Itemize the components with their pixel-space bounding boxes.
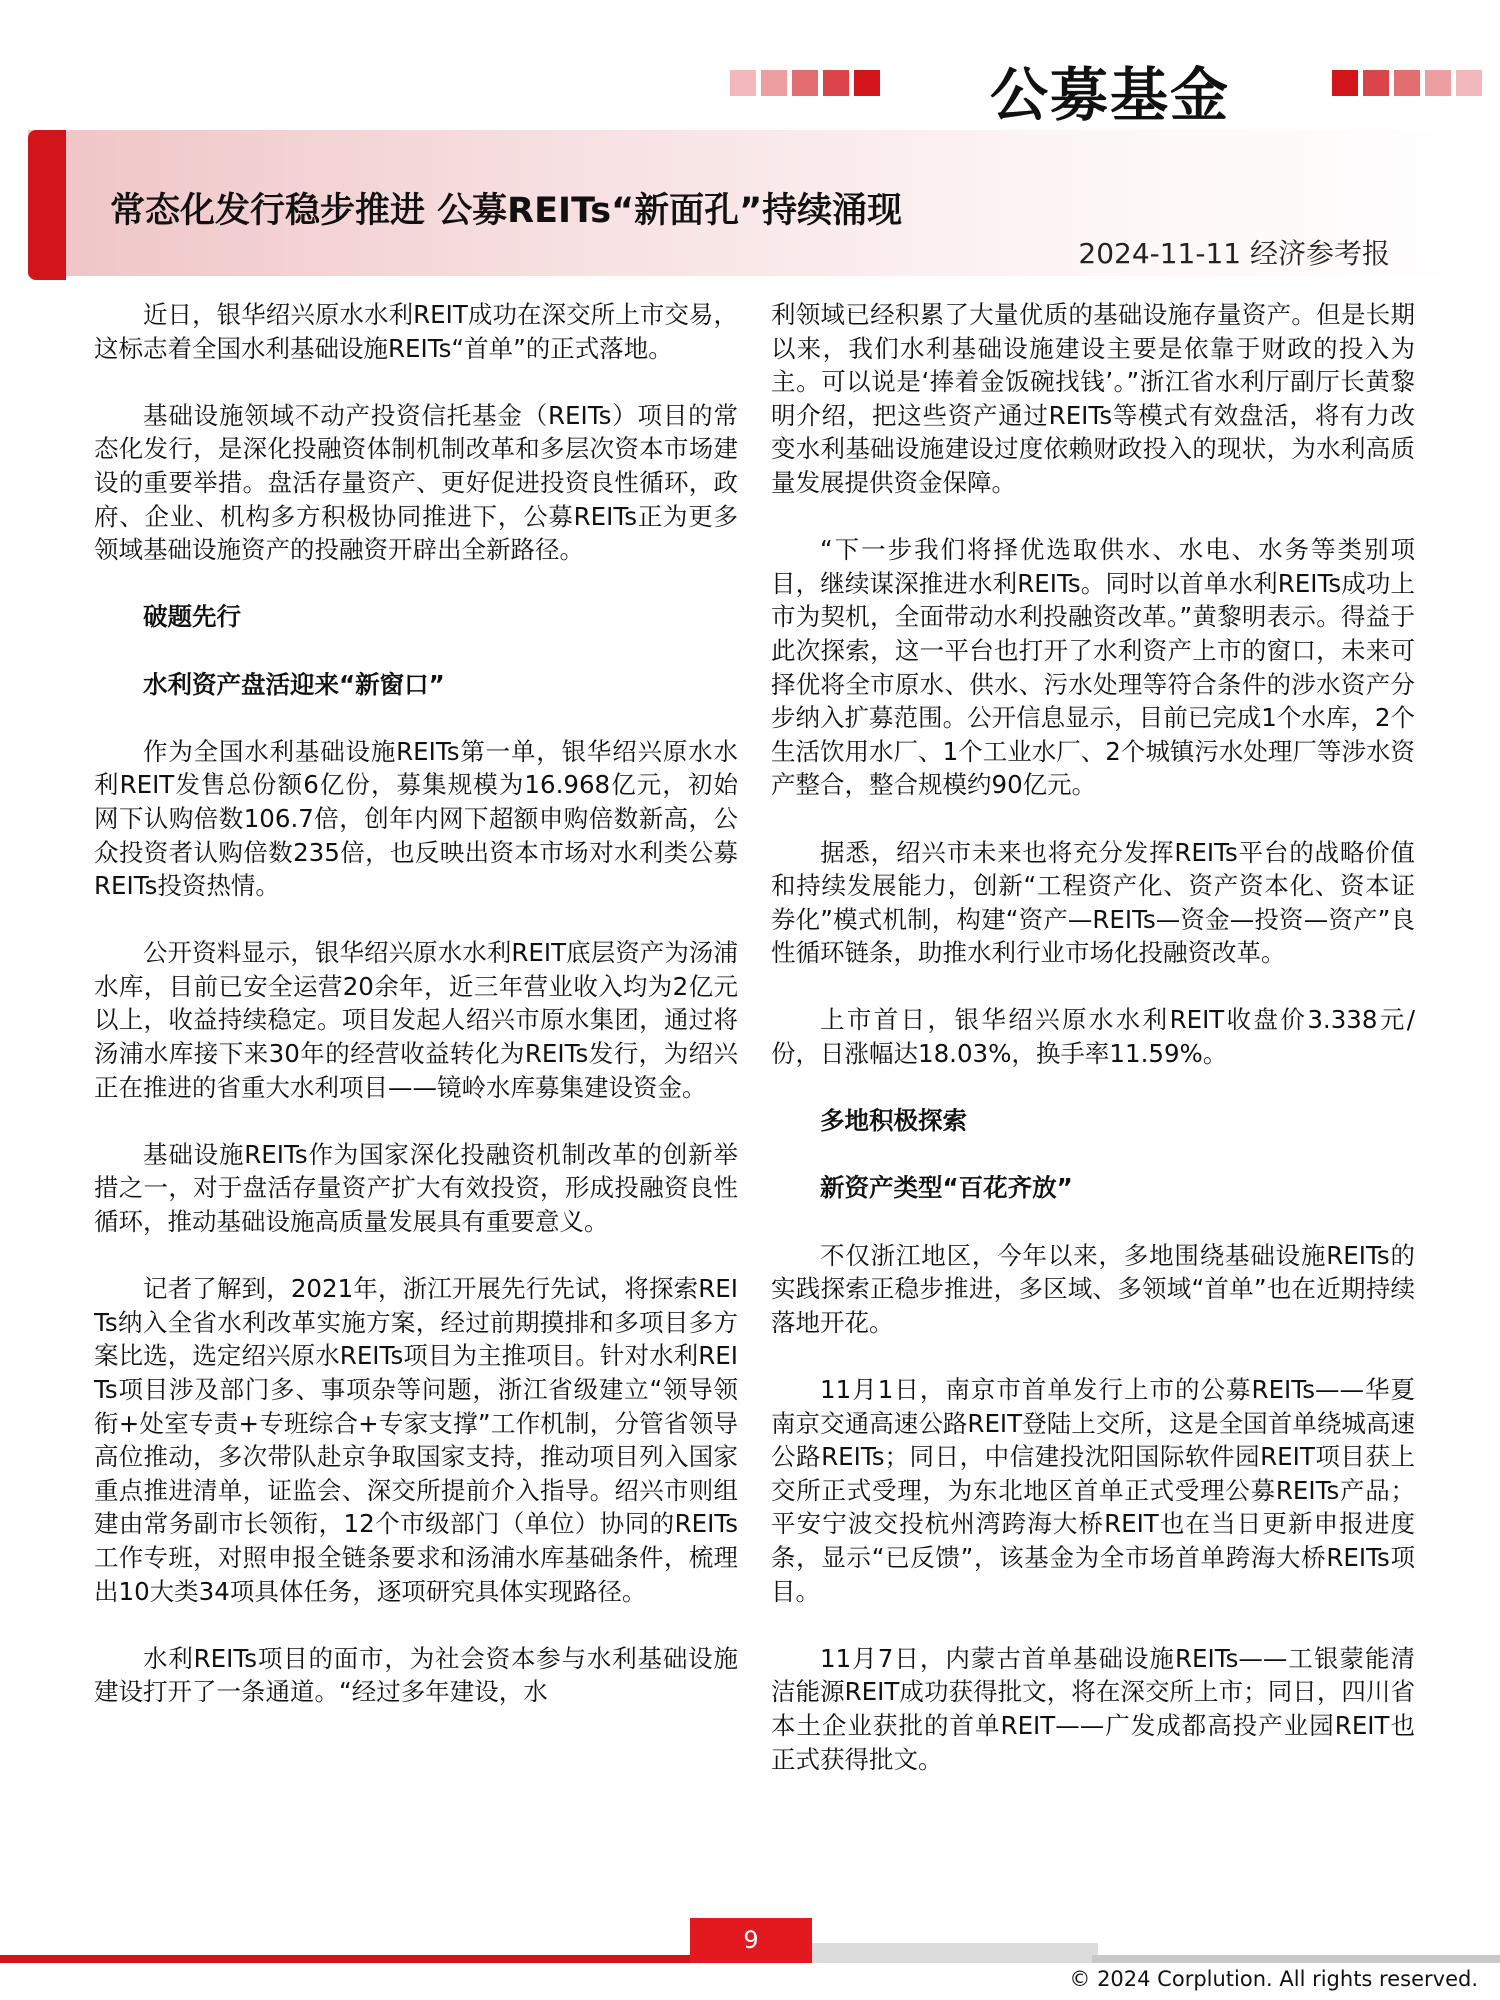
- paragraph: 11月7日，内蒙古首单基础设施REITs——工银蒙能清洁能源REIT成功获得批文，将在深交所上市；同日，四川省本土企业获批的首单REIT——广发成都高投产业园REIT也正式获得批文。: [771, 1643, 1415, 1774]
- paragraph: 基础设施REITs作为国家深化投融资机制改革的创新举措之一，对于盘活存量资产扩大有效投资，形成投融资良性循环，推动基础设施高质量发展具有重要意义。: [94, 1139, 738, 1237]
- paragraph: 上市首日，银华绍兴原水水利REIT收盘价3.338元/份，日涨幅达18.03%，换手率11.59%。: [771, 1005, 1415, 1069]
- paragraph: 近日，银华绍兴原水水利REIT成功在深交所上市交易，这标志着全国水利基础设施REITs“首单”的正式落地。: [94, 300, 738, 363]
- subheading: 破题先行: [143, 602, 241, 632]
- paragraph: 水利REITs项目的面市，为社会资本参与水利基础设施建设打开了一条通道。“经过多年建设，水: [94, 1643, 738, 1707]
- page-number: 9: [690, 1918, 812, 1963]
- decor-square: [823, 70, 849, 96]
- decor-square: [792, 70, 818, 96]
- decor-square: [730, 70, 756, 96]
- right-column: [771, 298, 1415, 1810]
- paragraph: 作为全国水利基础设施REITs第一单，银华绍兴原水水利REIT发售总份额6亿份，募集规模为16.968亿元，初始网下认购倍数106.7倍，创年内网下超额申购倍数新高，公众投资者认购倍数235倍，也反映出资本市场对水利类公募REITs投资热情。: [94, 736, 738, 901]
- paragraph: 据悉，绍兴市未来也将充分发挥REITs平台的战略价值和持续发展能力，创新“工程资产化、资产资本化、资本证券化”模式机制，构建“资产—REITs—资金—投资—资产”良性循环链条，助推水利行业市场化投融资改革。: [771, 837, 1415, 968]
- decor-square: [1363, 70, 1389, 96]
- header-decoration-right: [1332, 70, 1482, 96]
- paragraph: 公开资料显示，银华绍兴原水水利REIT底层资产为汤浦水库，目前已安全运营20余年，近三年营业收入均为2亿元以上，收益持续稳定。项目发起人绍兴市原水集团，通过将汤浦水库接下来30年的经营收益转化为REITs发行，为绍兴正在推进的省重大水利项目——镜岭水库募集建设资金。: [94, 938, 738, 1102]
- title-banner-accent: [28, 130, 66, 280]
- section-title: 公募基金: [990, 61, 1231, 129]
- footer-rule-grey-block: [810, 1943, 1098, 1963]
- paragraph: “下一步我们将择优选取供水、水电、水务等类别项目，继续谋深推进水利REITs。同时以首单水利REITs成功上市为契机，全面带动水利投融资改革。”黄黎明表示。得益于此次探索，这一平台也打开了水利资产上市的窗口，未来可择优将全市原水、供水、污水处理等符合条件的涉水资产分步纳入扩募范围。公开信息显示，目前已完成1个水库，2个生活饮用水厂、1个工业水厂、2个城镇污水处理厂等涉水资产整合，整合规模约90亿元。: [771, 535, 1415, 800]
- article-date-source: 2024-11-11 经济参考报: [1078, 237, 1390, 270]
- footer-rule-red: [0, 1955, 690, 1963]
- subheading: 新资产类型“百花齐放”: [820, 1173, 1073, 1203]
- copyright-notice: © 2024 Corplution. All rights reserved.: [1069, 1967, 1478, 1991]
- subheading: 水利资产盘活迎来“新窗口”: [143, 669, 445, 699]
- decor-square: [1456, 70, 1482, 96]
- article-title: 常态化发行稳步推进 公募REITs“新面孔”持续涌现: [110, 191, 903, 231]
- paragraph: 记者了解到，2021年，浙江开展先行先试，将探索REITs纳入全省水利改革实施方案，经过前期摸排和多项目多方案比选，选定绍兴原水REITs项目为主推项目。针对水利REITs项目涉及部门多、事项杂等问题，浙江省级建立“领导领衔+处室专责+专班综合+专家支撑”工作机制，分管省领导高位推动，多次带队赴京争取国家支持，推动项目列入国家重点推进清单，证监会、深交所提前介入指导。绍兴市则组建由常务副市长领衔，12个市级部门（单位）协同的REITs工作专班，对照申报全链条要求和汤浦水库基础条件，梳理出10大类34项具体任务，逐项研究具体实现路径。: [94, 1274, 738, 1606]
- decor-square: [761, 70, 787, 96]
- paragraph: 利领域已经积累了大量优质的基础设施存量资产。但是长期以来，我们水利基础设施建设主要是依靠于财政的投入为主。可以说是‘捧着金饭碗找钱’。”浙江省水利厅副厅长黄黎明介绍，把这些资产通过REITs等模式有效盘活，将有力改变水利基础设施建设过度依赖财政投入的现状，为水利高质量发展提供资金保障。: [771, 300, 1415, 497]
- decor-square: [854, 70, 880, 96]
- paragraph: 不仅浙江地区，今年以来，多地围绕基础设施REITs的实践探索正稳步推进，多区域、多领域“首单”也在近期持续落地开花。: [771, 1240, 1415, 1337]
- footer-rule-grey: [1092, 1955, 1500, 1963]
- left-column: [94, 298, 738, 1743]
- decor-square: [1425, 70, 1451, 96]
- paragraph: 11月1日，南京市首单发行上市的公募REITs——华夏南京交通高速公路REIT登陆上交所，这是全国首单绕城高速公路REITs；同日，中信建投沈阳国际软件园REIT项目获上交所正式受理，为东北地区首单正式受理公募REITs产品；平安宁波交投杭州湾跨海大桥REIT也在当日更新申报进度条，显示“已反馈”，该基金为全市场首单跨海大桥REITs项目。: [771, 1375, 1415, 1606]
- header-decoration-left: [730, 70, 880, 96]
- subheading: 多地积极探索: [820, 1106, 967, 1136]
- paragraph: 基础设施领域不动产投资信托基金（REITs）项目的常态化发行，是深化投融资体制机制改革和多层次资本市场建设的重要举措。盘活存量资产、更好促进投资良性循环，政府、企业、机构多方积极协同推进下，公募REITs正为更多领域基础设施资产的投融资开辟出全新路径。: [94, 400, 738, 565]
- decor-square: [1332, 70, 1358, 96]
- decor-square: [1394, 70, 1420, 96]
